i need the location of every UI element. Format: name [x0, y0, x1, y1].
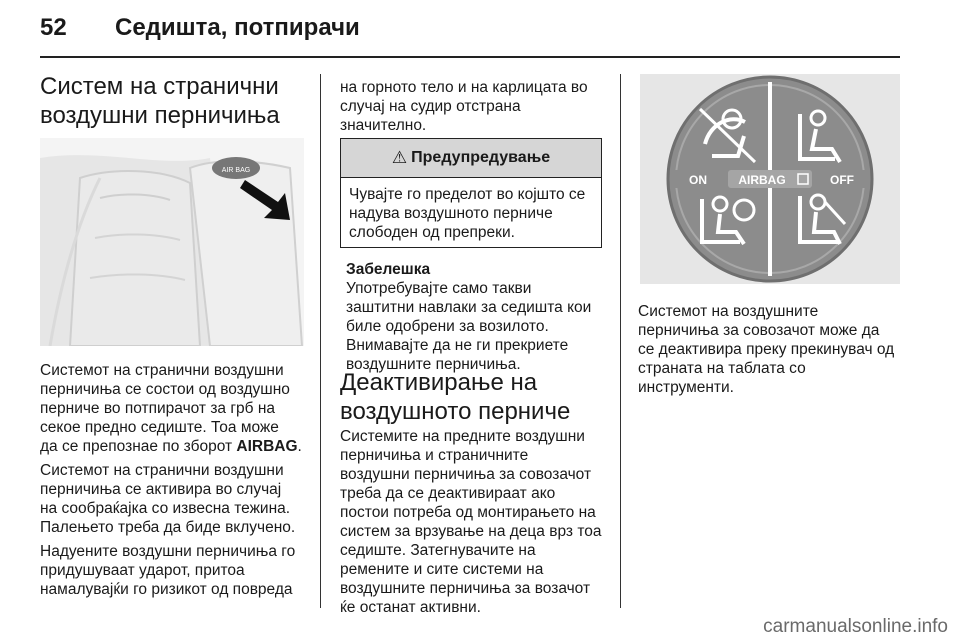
seat-airbag-illustration — [40, 138, 304, 346]
svg-text:AIR BAG: AIR BAG — [221, 167, 251, 174]
paragraph-activation: Системот на странични воздушни перничиња се активира во случај на сообраќајка со извесна тежина. Палењето треба да биде вклучено. — [40, 462, 296, 536]
airbag-switch-illustration — [640, 74, 900, 284]
svg-text:AIRBAG: AIRBAG — [738, 173, 786, 187]
deactivation-heading: Деактивирање на воздушното перниче — [340, 369, 571, 425]
paragraph-composition: Системот на странични воздушни перничиња се состои од воздушно перниче во потпирачот за грб на секое предно седиште. Тоа може да се препознае по зборот AIRBAG. — [40, 362, 302, 455]
column-1 — [40, 72, 310, 130]
note-block: Забелешка Употребувајте само такви заштитни навлаки за седишта кои биле одобрени за возилото. Внимавајте да не ги прекриете воздушните перничиња. — [346, 260, 616, 374]
deactivation-text: Системите на предните воздушни перничиња и страничните воздушни перничиња за совозачот треба да се деактивираат ако постои потреба од монтирањето на систем за врзување на деца врз тоа седиште. Затегнувачите на ремените и сите системи на воздушните перничиња за возачот ќе останат активни. — [340, 428, 602, 616]
svg-text:ON: ON — [689, 173, 707, 187]
section-title: Седишта, потпирачи — [115, 14, 360, 41]
header-rule — [40, 56, 900, 58]
warning-header: ⚠ Предупредување — [341, 139, 601, 178]
page-number: 52 — [40, 14, 67, 41]
svg-text:OFF: OFF — [830, 173, 854, 187]
column-divider-right — [620, 74, 621, 608]
column-divider-left — [320, 74, 321, 608]
note-title: Забелешка — [346, 261, 431, 278]
deactivation-section — [340, 368, 612, 617]
side-airbag-heading: Систем на странични воздушни перничиња — [40, 73, 280, 129]
continuation-text: на горното тело и на карлицата во случај на судир отстрана значително. — [340, 79, 588, 134]
warning-text: Чувајте го пределот во којшто се надува воздушното перниче слободен од препреки. — [349, 186, 586, 241]
switch-caption: Системот на воздушните перничиња за совозачот може да се деактивира преку прекинувач од страната на таблата со инструменти. — [638, 303, 895, 396]
paragraph-injury: Надуените воздушни перничиња го придушуваат ударот, притоа намалувајќи го ризикот од повреда — [40, 543, 296, 598]
warning-triangle-icon: ⚠ — [391, 148, 408, 167]
warning-box — [340, 138, 602, 248]
watermark: carmanualsonline.info — [763, 616, 948, 637]
side-airbag-text — [40, 361, 318, 599]
